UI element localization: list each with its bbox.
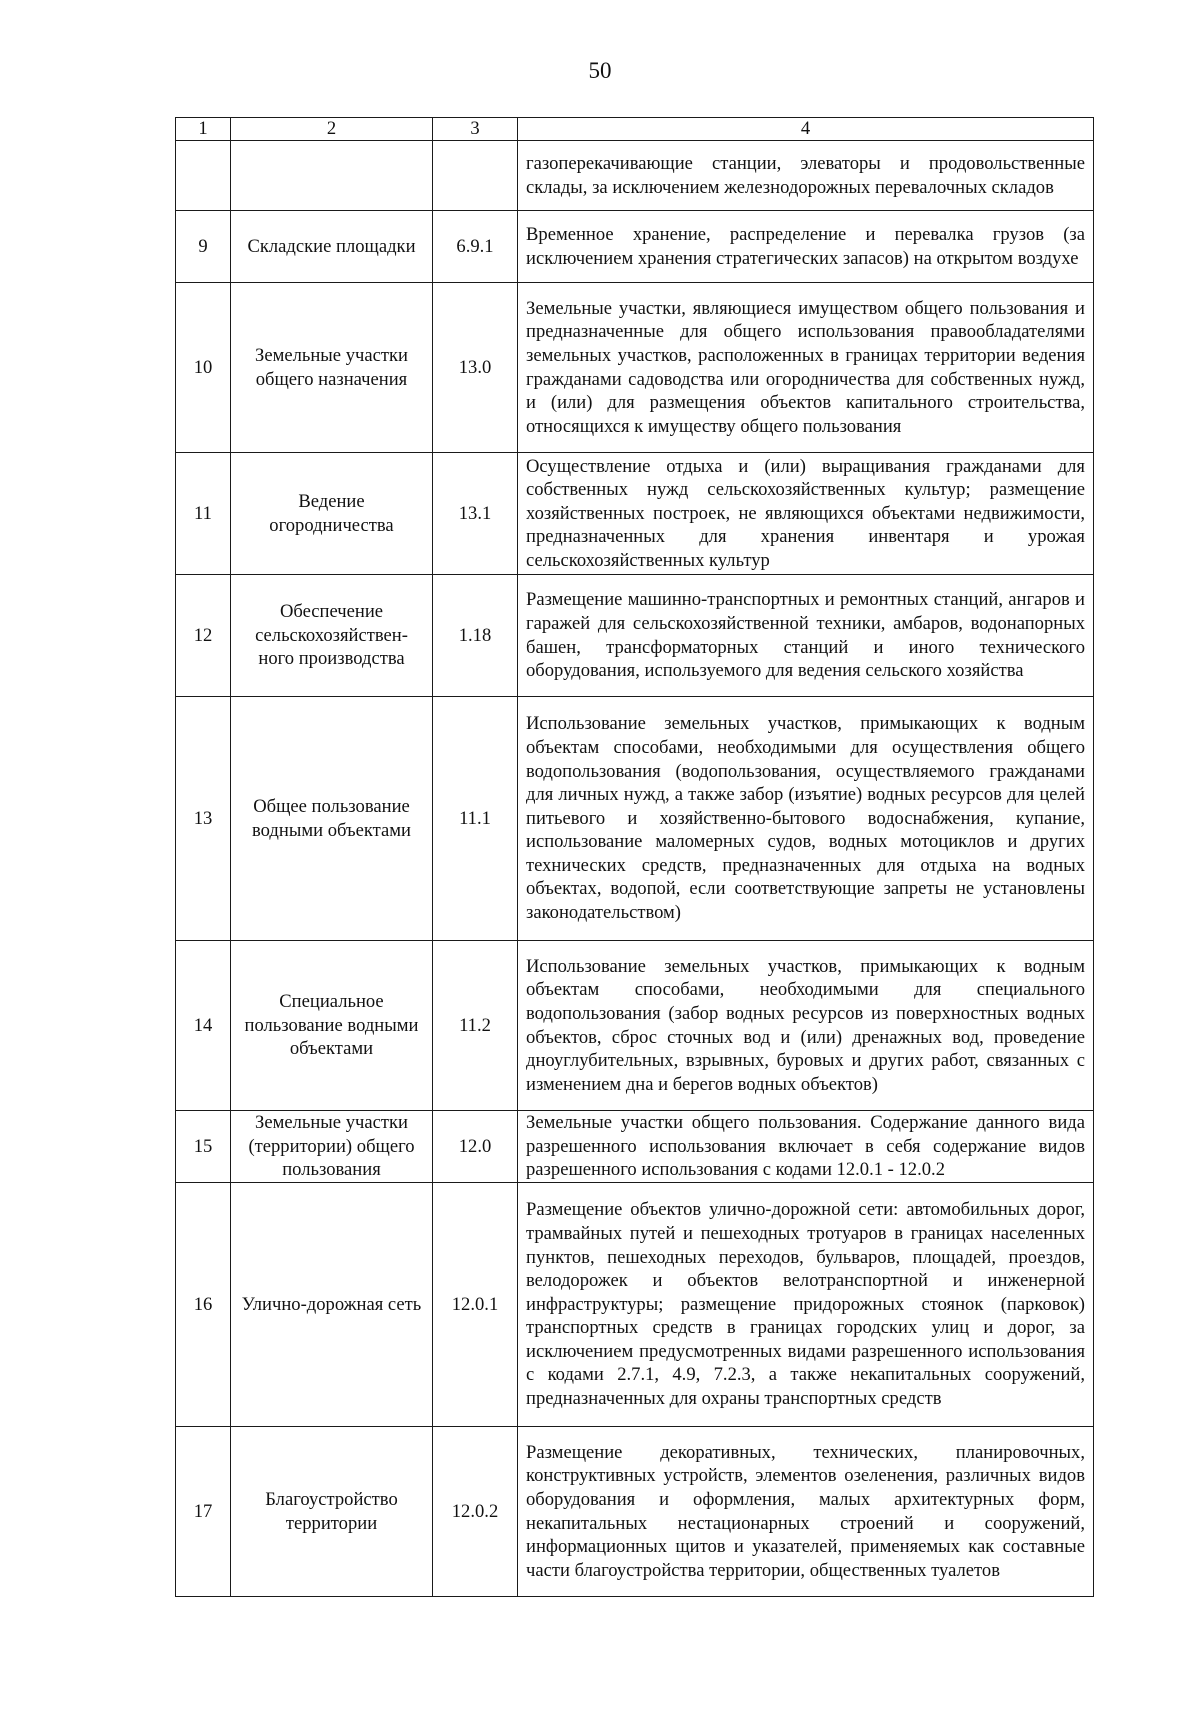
row-code: 1.18 (433, 575, 518, 697)
row-description: Земельные участки, являющиеся имуществом общего пользования и предназначенные для общего использования правообладателями земельных участков, расположенных в границах территории ведения гражданами садоводства или огородничества для собственных нужд, и (или) для размещения объектов капитального строительства, относящихся к имуществу общего пользования (518, 283, 1094, 453)
row-name: Складские площадки (231, 211, 433, 283)
row-name: Общее пользование водными объектами (231, 697, 433, 941)
table-row (176, 283, 1094, 453)
row-name: Обеспечение сельскохозяйствен-ного производства (231, 575, 433, 697)
row-code (433, 141, 518, 211)
row-description: Осуществление отдыха и (или) выращивания гражданами для собственных нужд сельскохозяйственных культур; размещение хозяйственных построек, не являющихся объектами недвижимости, предназначенных для хранения инвентаря и урожая сельскохозяйственных культур (518, 453, 1094, 575)
row-number: 11 (176, 453, 231, 575)
row-number: 12 (176, 575, 231, 697)
row-code: 11.2 (433, 941, 518, 1111)
row-number: 9 (176, 211, 231, 283)
land-use-table (175, 117, 1094, 1597)
table-header-row (176, 118, 1094, 141)
table-row (176, 453, 1094, 575)
row-code: 13.1 (433, 453, 518, 575)
table-row (176, 697, 1094, 941)
row-code: 11.1 (433, 697, 518, 941)
row-description: Размещение объектов улично-дорожной сети: автомобильных дорог, трамвайных путей и пешеходных тротуаров в границах населенных пунктов, пешеходных переходов, бульваров, площадей, проездов, велодорожек и объектов велотранспортной и инженерной инфраструктуры; размещение придорожных стоянок (парковок) транспортных средств в границах городских улиц и дорог, за исключением предусмотренных видами разрешенного использования с кодами 2.7.1, 4.9, 7.2.3, а также некапитальных сооружений, предназначенных для охраны транспортных средств (518, 1183, 1094, 1427)
row-name: Земельные участки (территории) общего пользования (231, 1111, 433, 1183)
row-number: 14 (176, 941, 231, 1111)
row-description: Использование земельных участков, примыкающих к водным объектам способами, необходимыми для специального водопользования (забор водных ресурсов из поверхностных водных объектов, сброс сточных вод и (или) дренажных вод, проведение дноуглубительных, взрывных, буровых и других работ, связанных с изменением дна и берегов водных объектов) (518, 941, 1094, 1111)
row-name: Ведение огородничества (231, 453, 433, 575)
page-number: 50 (588, 58, 612, 83)
row-code: 12.0.1 (433, 1183, 518, 1427)
header-col-2: 2 (231, 118, 433, 141)
row-description: газоперекачивающие станции, элеваторы и продовольственные склады, за исключением железнодорожных перевалочных складов (518, 141, 1094, 211)
table-row (176, 141, 1094, 211)
table-row (176, 1111, 1094, 1183)
row-name: Благоустройство территории (231, 1427, 433, 1597)
row-name: Улично-дорожная сеть (231, 1183, 433, 1427)
row-description: Размещение машинно-транспортных и ремонтных станций, ангаров и гаражей для сельскохозяйственной техники, амбаров, водонапорных башен, трансформаторных станций и иного технического оборудования, используемого для ведения сельского хозяйства (518, 575, 1094, 697)
table-row (176, 211, 1094, 283)
header-col-1: 1 (176, 118, 231, 141)
table-row (176, 1183, 1094, 1427)
row-number: 17 (176, 1427, 231, 1597)
header-col-3: 3 (433, 118, 518, 141)
header-col-4: 4 (518, 118, 1094, 141)
row-description: Использование земельных участков, примыкающих к водным объектам способами, необходимыми для осуществления общего водопользования (водопользования, осуществляемого гражданами для личных нужд, а также забор (изъятие) водных ресурсов для целей питьевого и хозяйственно-бытового водоснабжения, купание, использование маломерных судов, водных мотоциклов и других технических средств, предназначенных для отдыха на водных объектах, водопой, если соответствующие запреты не установлены законодательством) (518, 697, 1094, 941)
row-code: 13.0 (433, 283, 518, 453)
row-name (231, 141, 433, 211)
table-row (176, 941, 1094, 1111)
row-description: Временное хранение, распределение и перевалка грузов (за исключением хранения стратегических запасов) на открытом воздухе (518, 211, 1094, 283)
row-name: Специальное пользование водными объектами (231, 941, 433, 1111)
row-number: 15 (176, 1111, 231, 1183)
row-description: Размещение декоративных, технических, планировочных, конструктивных устройств, элементов озеленения, различных видов оборудования и оформления, малых архитектурных форм, некапитальных нестационарных строений и сооружений, информационных щитов и указателей, применяемых как составные части благоустройства территории, общественных туалетов (518, 1427, 1094, 1597)
row-code: 12.0.2 (433, 1427, 518, 1597)
row-code: 12.0 (433, 1111, 518, 1183)
row-number: 10 (176, 283, 231, 453)
row-name: Земельные участки общего назначения (231, 283, 433, 453)
table-row (176, 1427, 1094, 1597)
table-row (176, 575, 1094, 697)
row-number: 13 (176, 697, 231, 941)
row-description: Земельные участки общего пользования. Содержание данного вида разрешенного использования включает в себя содержание видов разрешенного использования с кодами 12.0.1 - 12.0.2 (518, 1111, 1094, 1183)
row-number (176, 141, 231, 211)
row-number: 16 (176, 1183, 231, 1427)
row-code: 6.9.1 (433, 211, 518, 283)
